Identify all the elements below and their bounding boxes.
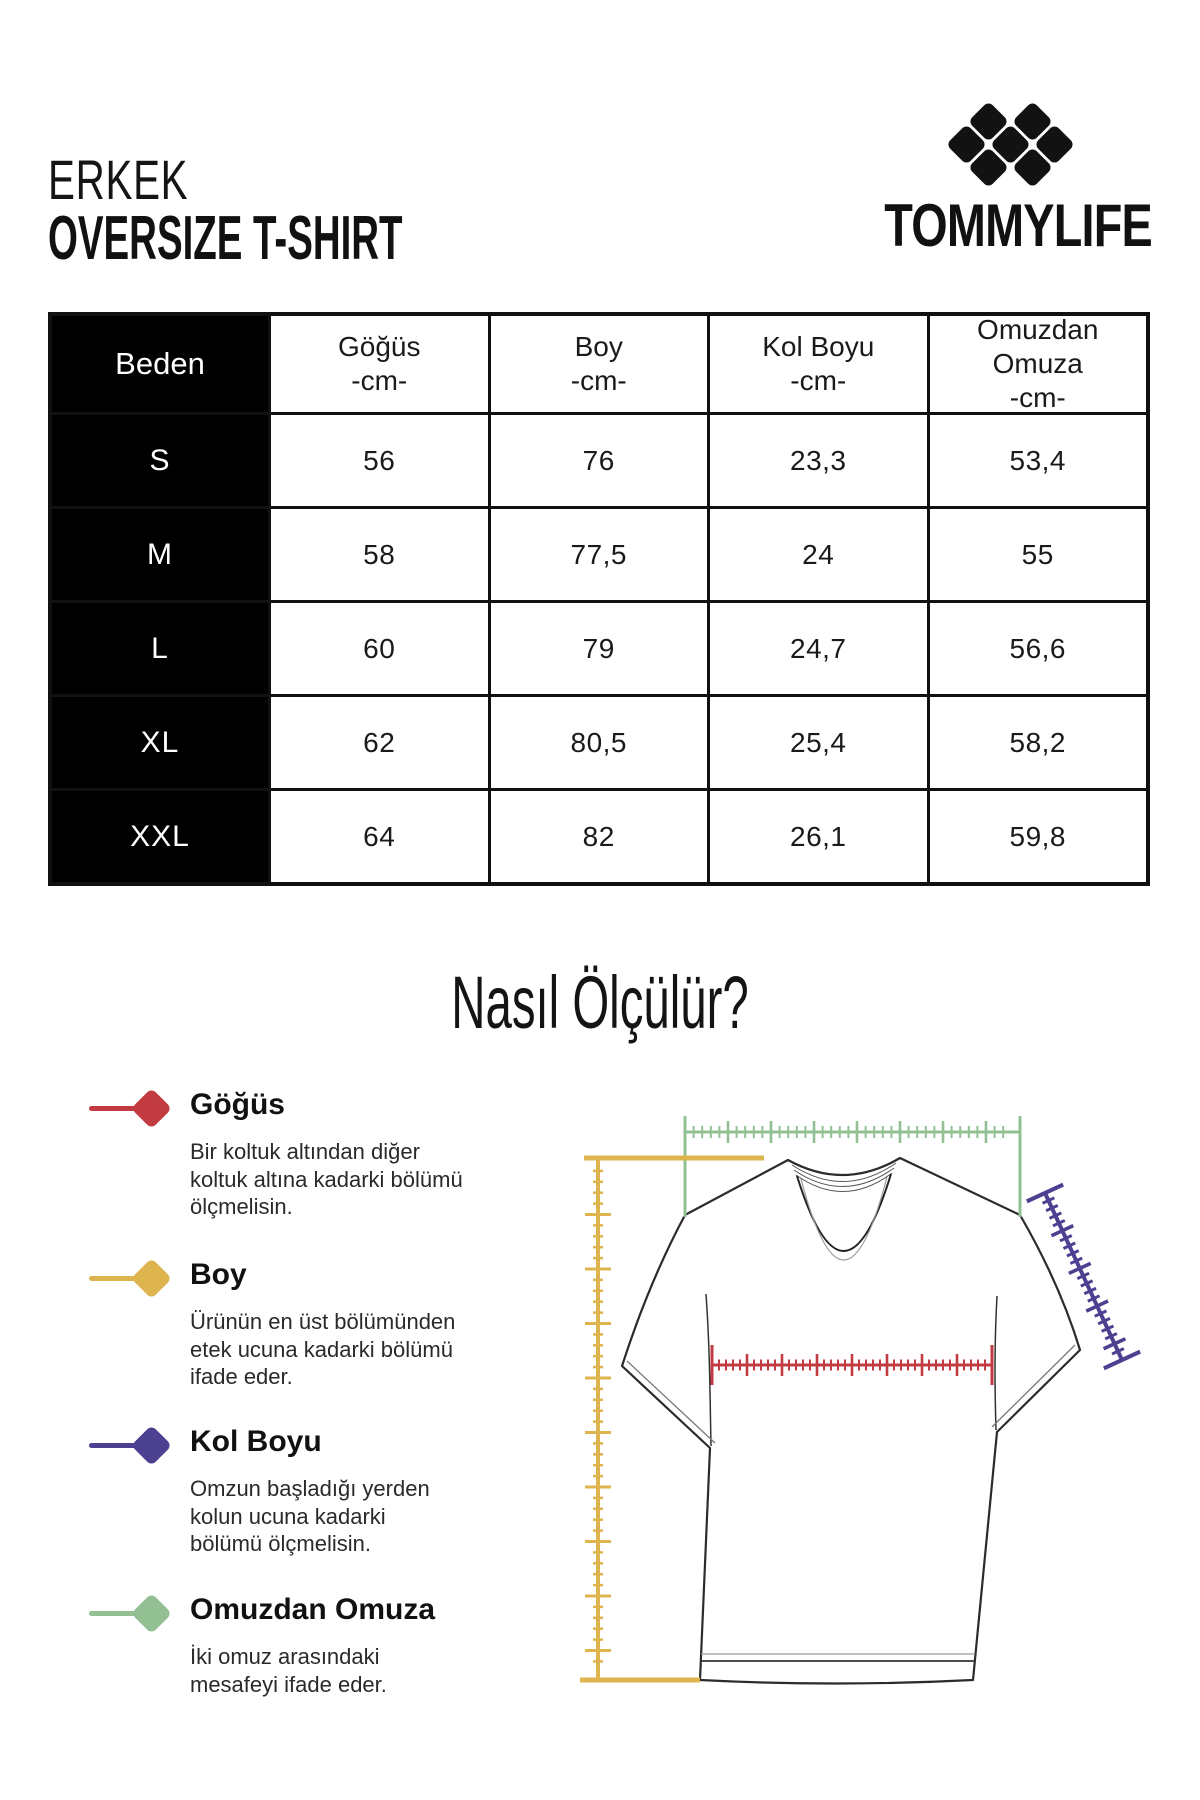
- size-label: L: [52, 603, 268, 694]
- legend-item-shoulder: [86, 1591, 516, 1741]
- legend-item-chest: [86, 1086, 516, 1236]
- chest-diamond-icon: [86, 1086, 186, 1132]
- legend-item-length: [86, 1256, 516, 1406]
- length-diamond-icon: [131, 1258, 172, 1299]
- length-diamond-icon: [86, 1256, 186, 1302]
- brand-name: TOMMYLIFE: [884, 192, 1152, 259]
- shoulder-diamond-icon: [86, 1591, 186, 1637]
- table-corner-label: Beden: [52, 316, 268, 412]
- size-label: S: [52, 415, 268, 506]
- legend-desc-line: koltuk altına kadarki bölümü: [190, 1166, 463, 1192]
- size-table: [48, 312, 1150, 886]
- legend-desc-line: mesafeyi ifade eder.: [190, 1671, 387, 1697]
- table-cell: 56,6: [930, 603, 1147, 694]
- sleeve-diamond-icon: [131, 1425, 172, 1466]
- legend-desc-line: bölümü ölçmelisin.: [190, 1531, 371, 1556]
- table-cell: 58: [271, 509, 488, 600]
- table-cell: 58,2: [930, 697, 1147, 788]
- table-cell: 76: [491, 415, 708, 506]
- legend-desc-line: Ürünün en üst bölümünden: [190, 1309, 456, 1334]
- table-cell: 56: [271, 415, 488, 506]
- tshirt-outline: [622, 1158, 1080, 1684]
- how-to-measure-title: Nasıl Ölçülür?: [451, 961, 749, 1044]
- legend-desc-line: Omzun başladığı yerden: [190, 1476, 430, 1501]
- table-cell: 24,7: [710, 603, 927, 694]
- legend-desc-line: etek ucuna kadarki bölümü: [190, 1336, 453, 1362]
- table-cell: 80,5: [491, 697, 708, 788]
- tshirt-measure-diagram: [500, 1080, 1160, 1740]
- tommylife-diamonds-logo-icon: [940, 92, 1080, 196]
- legend-desc-line: ifade eder.: [190, 1364, 293, 1389]
- legend-title: Kol Boyu: [190, 1425, 322, 1458]
- size-label: XXL: [52, 791, 268, 882]
- size-label: M: [52, 509, 268, 600]
- chest-diamond-icon: [131, 1088, 172, 1129]
- column-header-shoulder: Omuzdan Omuza -cm-: [930, 316, 1147, 412]
- legend-title: Göğüs: [190, 1088, 285, 1121]
- table-cell: 53,4: [930, 415, 1147, 506]
- table-cell: 25,4: [710, 697, 927, 788]
- table-cell: 55: [930, 509, 1147, 600]
- legend-title: Omuzdan Omuza: [190, 1593, 436, 1626]
- legend-desc-line: Bir koltuk altından diğer: [190, 1139, 420, 1164]
- table-cell: 59,8: [930, 791, 1147, 882]
- product-title: OVERSIZE T-SHIRT: [48, 204, 403, 273]
- table-cell: 82: [491, 791, 708, 882]
- legend-desc-line: ölçmelisin.: [190, 1194, 293, 1219]
- table-cell: 24: [710, 509, 927, 600]
- column-header-chest: Göğüs -cm-: [271, 316, 488, 412]
- table-cell: 64: [271, 791, 488, 882]
- table-cell: 23,3: [710, 415, 927, 506]
- size-label: XL: [52, 697, 268, 788]
- legend-desc-line: kolun ucuna kadarki: [190, 1503, 386, 1529]
- table-cell: 26,1: [710, 791, 927, 882]
- category-title: ERKEK: [48, 148, 189, 211]
- legend-description: [190, 1643, 387, 1793]
- shoulder-diamond-icon: [131, 1593, 172, 1634]
- legend-desc-line: İki omuz arasındaki: [190, 1644, 380, 1669]
- table-cell: 60: [271, 603, 488, 694]
- legend-title: Boy: [190, 1258, 247, 1291]
- column-header-sleeve: Kol Boyu -cm-: [710, 316, 927, 412]
- legend-item-sleeve: [86, 1423, 516, 1573]
- table-cell: 62: [271, 697, 488, 788]
- table-cell: 77,5: [491, 509, 708, 600]
- column-header-length: Boy -cm-: [491, 316, 708, 412]
- sleeve-diamond-icon: [86, 1423, 186, 1469]
- table-cell: 79: [491, 603, 708, 694]
